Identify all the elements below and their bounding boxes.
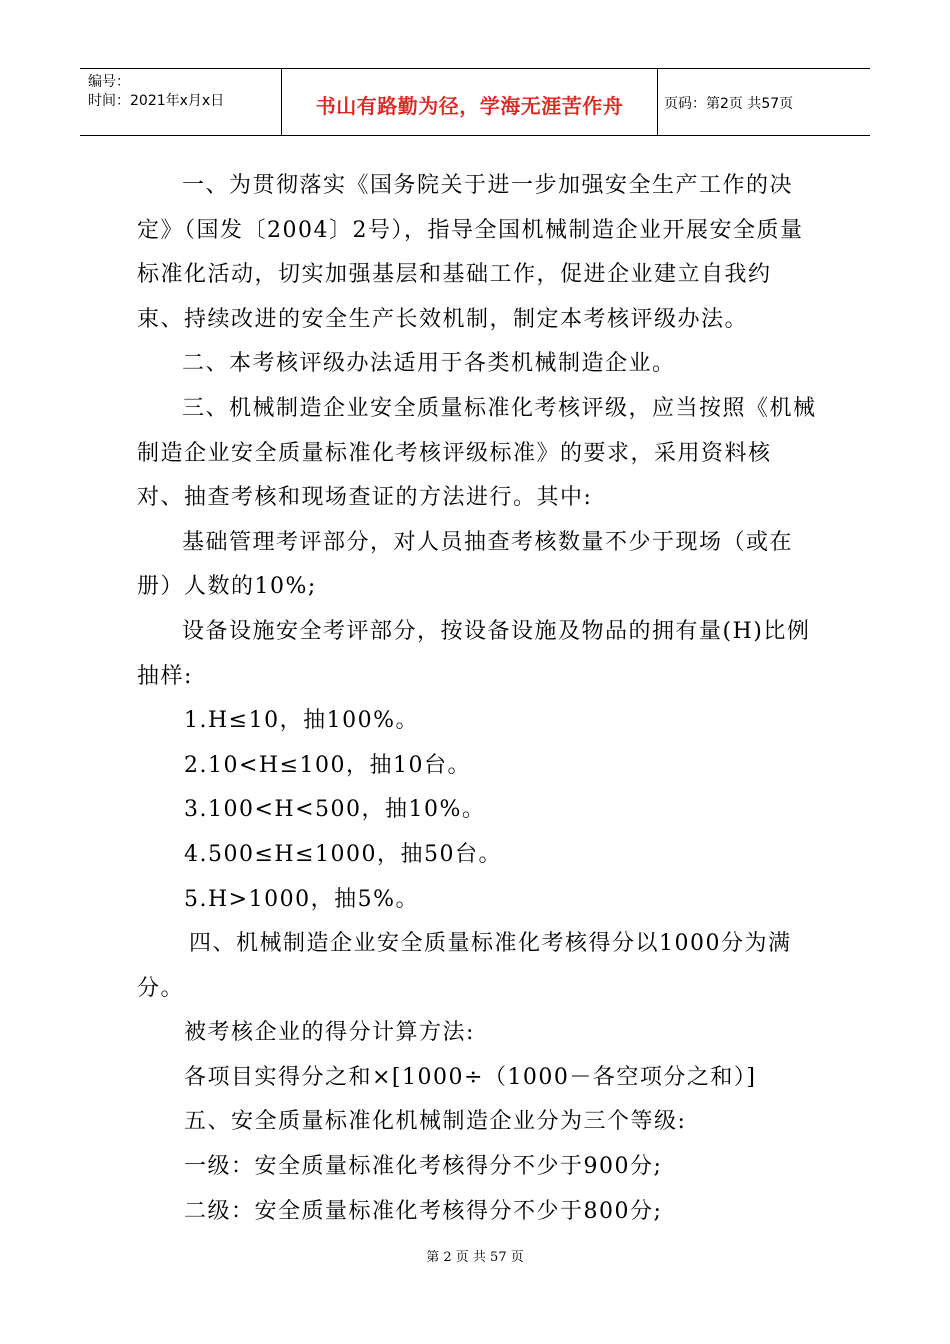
sampling-rule-5: 5.H>1000，抽5%。 [184, 886, 419, 912]
paragraph-purpose: 一、为贯彻落实《国务院关于进一步加强安全生产工作的决定》（国发〔2004〕2号），指导全国机械制造企业开展安全质量标准化活动，切实加强基层和基础工作，促进企业建立自我约束、持续改进的安全生产长效机制，制定本考核评级办法。 [137, 173, 804, 332]
page-footer: 第 2 页 共 57 页 [426, 1250, 524, 1265]
grade-level-2: 二级：安全质量标准化考核得分不少于800分; [184, 1198, 663, 1224]
paragraph-score-formula: 各项目实得分之和×[1000÷（1000－各空项分之和）] [184, 1064, 757, 1090]
sampling-rule-3: 3.100<H<500，抽10%。 [184, 797, 486, 823]
paragraph-full-score: 四、机械制造企业安全质量标准化考核得分以1000分为满分。 [137, 931, 792, 1001]
paragraph-grades: 五、安全质量标准化机械制造企业分为三个等级: [184, 1109, 687, 1135]
grade-level-1: 一级：安全质量标准化考核得分不少于900分; [184, 1154, 663, 1180]
paragraph-scope: 二、本考核评级办法适用于各类机械制造企业。 [182, 351, 676, 377]
paragraph-equipment-sampling: 设备设施安全考评部分，按设备设施及物品的拥有量(H)比例抽样: [137, 618, 811, 689]
header-meta [80, 69, 282, 135]
number-label: 编号： [88, 74, 130, 90]
document-body [137, 164, 817, 1234]
page-header [80, 68, 870, 136]
paragraph-method: 三、机械制造企业安全质量标准化考核评级，应当按照《机械制造企业安全质量标准化考核评级标准》的要求，采用资料核对、抽查考核和现场查证的方法进行。其中: [137, 395, 817, 511]
date-label: 时间：2021年x月x日 [88, 93, 225, 109]
header-motto: 书山有路勤为径，学海无涯苦作舟 [282, 69, 658, 135]
sampling-rule-4: 4.500≤H≤1000，抽50台。 [184, 841, 503, 867]
paragraph-basic-management: 基础管理考评部分，对人员抽查考核数量不少于现场（或在册）人数的10%; [137, 529, 794, 600]
paragraph-score-method: 被考核企业的得分计算方法: [184, 1020, 475, 1046]
sampling-rule-2: 2.10<H≤100，抽10台。 [184, 752, 472, 778]
sampling-rule-1: 1.H≤10，抽100%。 [184, 708, 419, 734]
header-page-info: 页码：第2页 共57页 [664, 96, 794, 112]
